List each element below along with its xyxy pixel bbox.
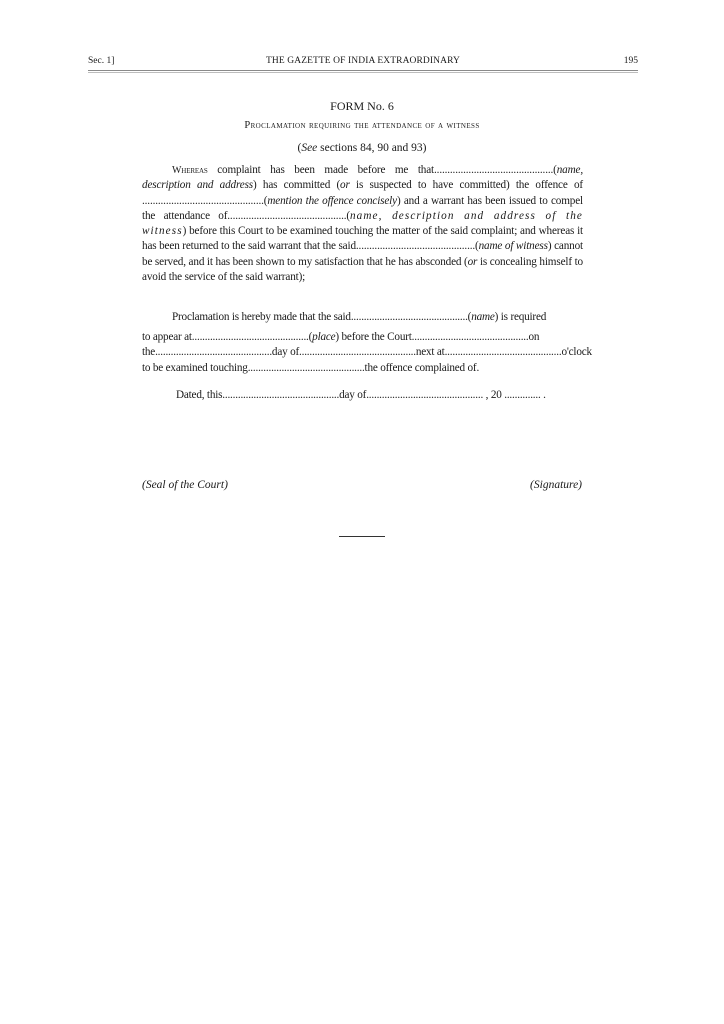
see-italic: See [301,142,318,154]
para1-text-5: ) before this Court to be examined touching the matter of the said complaint; and whereas it has been returned to the said warrant that the said.............................................( [142,225,583,253]
proclamation-line-2 [142,330,583,346]
form-number: FORM No. 6 [330,99,394,113]
para1-italic-1: name, description and address [142,164,583,192]
dated-line: Dated, this.............................................day of............................................. , 20 .............. . [176,389,546,401]
whereas-paragraph [142,163,583,285]
para1-italic-2: or [340,179,350,192]
see-sections-reference: (See sections 84, 90 and 93) [297,142,427,154]
proclamation-text-1b: ) is required [494,311,547,323]
whereas-word: Whereas [172,165,208,176]
signature-label: (Signature) [530,479,582,491]
proclamation-italic-2: place [312,330,336,343]
para1-italic-3: mention the offence concisely [267,194,397,207]
para1-text-6: ) cannot be served, and it has been shown to my satisfaction that he has absconded ( [142,240,583,268]
para1-text-1: complaint has been made before me that.............................................( [207,164,557,176]
section-label: Sec. 1] [88,56,115,66]
page-number: 195 [623,56,638,66]
proclamation-text-2a: to appear at.............................................( [142,330,313,343]
proclamation-line-1 [142,310,583,326]
proclamation-line-3: the.............................................day of.............................................next at.............................................o'clock [142,346,592,358]
proclamation-line-4: to be examined touching.............................................the offence complained of. [142,361,480,374]
para1-text-2: ) has committed ( [252,179,341,192]
gazette-title: THE GAZETTE OF INDIA EXTRAORDINARY [266,56,460,66]
seal-of-court: (Seal of the Court) [142,479,228,491]
para1-text-3: is suspected to have committed) the offence of ..............................................( [142,179,583,207]
proclamation-paragraph [142,310,592,376]
proclamation-text-2b: ) before the Court.............................................on [335,330,540,343]
header-rule [88,70,638,73]
para1-italic-4: name, description and address of the witness [142,209,584,238]
form-title: Proclamation requiring the attendance of a witness [244,120,480,131]
para1-text-7: is concealing himself to avoid the service of the said warrant); [142,255,583,284]
proclamation-text-1a: Proclamation is hereby made that the said.............................................( [172,311,472,323]
proclamation-italic-1: name [471,311,495,323]
end-rule [339,536,385,537]
sections-text: sections 84, 90 and 93) [317,142,427,154]
para1-italic-6: or [467,255,478,268]
para1-text-4: ) and a warrant has been issued to compel the attendance of.............................................( [142,194,584,222]
para1-italic-5: name of witness [478,240,548,253]
